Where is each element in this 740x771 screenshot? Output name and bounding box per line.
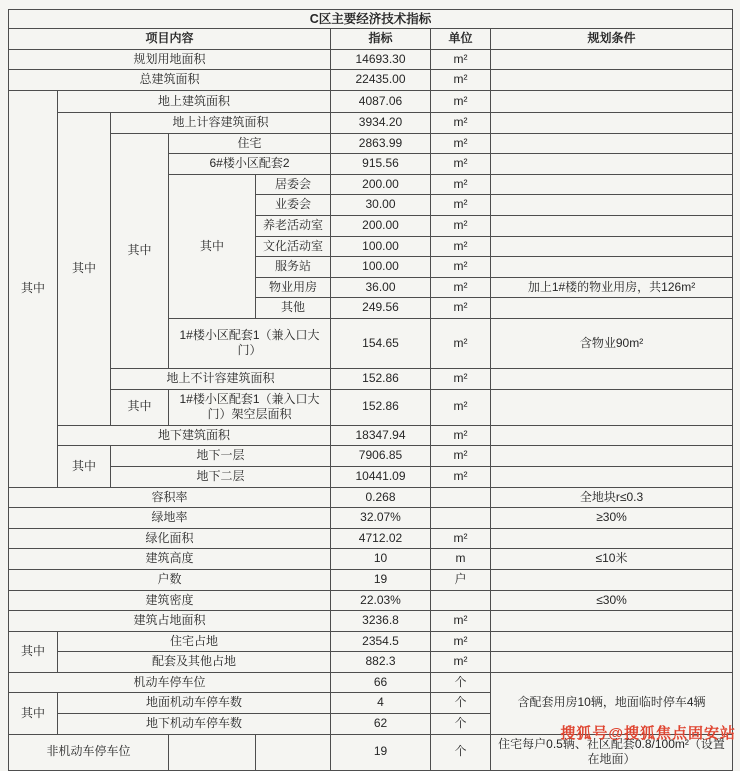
height-label: 建筑高度 [9, 549, 331, 570]
support-fp-label: 配套及其他占地 [58, 652, 331, 673]
support-fp-unit: m² [431, 652, 491, 673]
resi-fp-value: 2354.5 [331, 631, 431, 652]
under1-label: 地下一层 [111, 446, 331, 467]
watermark: 搜狐号@搜狐焦点固安站 [560, 725, 736, 742]
households-cond [491, 569, 733, 590]
b1-label: 1#楼小区配套1（兼入口大门） [169, 318, 331, 368]
non-motor-spacer-2 [256, 734, 331, 770]
among-col1-footprint: 其中 [9, 631, 58, 672]
height-value: 10 [331, 549, 431, 570]
green-area-value: 4712.02 [331, 528, 431, 549]
table-title: C区主要经济技术指标 [9, 10, 733, 29]
jiakong-cond [491, 389, 733, 425]
green-area-cond [491, 528, 733, 549]
under2-cond [491, 466, 733, 487]
under1-cond [491, 446, 733, 467]
among-col3-uncounted: 其中 [111, 389, 169, 425]
under1-value: 7906.85 [331, 446, 431, 467]
plot-ratio-value: 0.268 [331, 487, 431, 508]
land-cond [491, 49, 733, 70]
footprint-unit: m² [431, 611, 491, 632]
land-value: 14693.30 [331, 49, 431, 70]
footprint-value: 3236.8 [331, 611, 431, 632]
wenhua-value: 100.00 [331, 236, 431, 257]
indicators-table [8, 9, 733, 771]
resi-fp-label: 住宅占地 [58, 631, 331, 652]
header-unit: 单位 [431, 29, 491, 50]
above-counted-cond [491, 113, 733, 134]
b6-label: 6#楼小区配套2 [169, 154, 331, 175]
total-label: 总建筑面积 [9, 70, 331, 91]
above-unit: m² [431, 91, 491, 113]
among-col3-counted: 其中 [111, 133, 169, 368]
yanglao-value: 200.00 [331, 216, 431, 237]
green-ratio-value: 32.07% [331, 508, 431, 529]
yewei-cond [491, 195, 733, 216]
plot-ratio-unit [431, 487, 491, 508]
wenhua-unit: m² [431, 236, 491, 257]
b1-unit: m² [431, 318, 491, 368]
b6-unit: m² [431, 154, 491, 175]
above-cond [491, 91, 733, 113]
yewei-label: 业委会 [256, 195, 331, 216]
header-project: 项目内容 [9, 29, 331, 50]
yanglao-unit: m² [431, 216, 491, 237]
land-label: 规划用地面积 [9, 49, 331, 70]
under-unit: m² [431, 425, 491, 446]
plot-ratio-label: 容积率 [9, 487, 331, 508]
above-value: 4087.06 [331, 91, 431, 113]
wuye-unit: m² [431, 277, 491, 298]
motor-label: 机动车停车位 [9, 672, 331, 693]
support-fp-value: 882.3 [331, 652, 431, 673]
footprint-label: 建筑占地面积 [9, 611, 331, 632]
wenhua-label: 文化活动室 [256, 236, 331, 257]
juwei-cond [491, 174, 733, 195]
juwei-label: 居委会 [256, 174, 331, 195]
resi-cond [491, 133, 733, 154]
under2-value: 10441.09 [331, 466, 431, 487]
yewei-value: 30.00 [331, 195, 431, 216]
wenhua-cond [491, 236, 733, 257]
b1-cond: 含物业90m² [491, 318, 733, 368]
under-motor-unit: 个 [431, 714, 491, 735]
fuwu-unit: m² [431, 257, 491, 278]
fuwu-value: 100.00 [331, 257, 431, 278]
resi-label: 住宅 [169, 133, 331, 154]
above-counted-label: 地上计容建筑面积 [111, 113, 331, 134]
among-col4-b6: 其中 [169, 174, 256, 318]
resi-fp-unit: m² [431, 631, 491, 652]
juwei-unit: m² [431, 174, 491, 195]
resi-unit: m² [431, 133, 491, 154]
wuye-value: 36.00 [331, 277, 431, 298]
header-indicator: 指标 [331, 29, 431, 50]
households-value: 19 [331, 569, 431, 590]
under-label: 地下建筑面积 [58, 425, 331, 446]
b6-cond [491, 154, 733, 175]
green-ratio-label: 绿地率 [9, 508, 331, 529]
non-motor-spacer-1 [169, 734, 256, 770]
motor-cond: 含配套用房10辆，地面临时停车4辆 [491, 672, 733, 734]
motor-value: 66 [331, 672, 431, 693]
above-uncounted-unit: m² [431, 368, 491, 389]
households-label: 户数 [9, 569, 331, 590]
b1-value: 154.65 [331, 318, 431, 368]
density-value: 22.03% [331, 590, 431, 611]
under2-label: 地下二层 [111, 466, 331, 487]
under2-unit: m² [431, 466, 491, 487]
under-value: 18347.94 [331, 425, 431, 446]
yanglao-label: 养老活动室 [256, 216, 331, 237]
green-ratio-cond: ≥30% [491, 508, 733, 529]
density-unit [431, 590, 491, 611]
green-area-label: 绿化面积 [9, 528, 331, 549]
header-condition: 规划条件 [491, 29, 733, 50]
plot-ratio-cond: 全地块r≤0.3 [491, 487, 733, 508]
fuwu-label: 服务站 [256, 257, 331, 278]
ground-motor-label: 地面机动车停车数 [58, 693, 331, 714]
above-uncounted-label: 地上不计容建筑面积 [111, 368, 331, 389]
jiakong-unit: m² [431, 389, 491, 425]
under-motor-label: 地下机动车停车数 [58, 714, 331, 735]
b6-value: 915.56 [331, 154, 431, 175]
among-col1-building: 其中 [9, 91, 58, 488]
among-col2-under: 其中 [58, 446, 111, 487]
yewei-unit: m² [431, 195, 491, 216]
above-uncounted-value: 152.86 [331, 368, 431, 389]
height-unit: m [431, 549, 491, 570]
juwei-value: 200.00 [331, 174, 431, 195]
wuye-label: 物业用房 [256, 277, 331, 298]
resi-fp-cond [491, 631, 733, 652]
non-motor-cond: 住宅每户0.5辆、社区配套0.8/100m²（设置在地面） [491, 734, 733, 770]
among-col1-parking: 其中 [9, 693, 58, 734]
land-unit: m² [431, 49, 491, 70]
above-counted-value: 3934.20 [331, 113, 431, 134]
jiakong-label: 1#楼小区配套1（兼入口大门）架空层面积 [169, 389, 331, 425]
wuye-cond: 加上1#楼的物业用房，共126m² [491, 277, 733, 298]
yanglao-cond [491, 216, 733, 237]
total-unit: m² [431, 70, 491, 91]
qita-unit: m² [431, 298, 491, 319]
ground-motor-value: 4 [331, 693, 431, 714]
among-col2-above: 其中 [58, 113, 111, 426]
resi-value: 2863.99 [331, 133, 431, 154]
support-fp-cond [491, 652, 733, 673]
total-value: 22435.00 [331, 70, 431, 91]
green-area-unit: m² [431, 528, 491, 549]
qita-value: 249.56 [331, 298, 431, 319]
under-motor-value: 62 [331, 714, 431, 735]
above-uncounted-cond [491, 368, 733, 389]
fuwu-cond [491, 257, 733, 278]
jiakong-value: 152.86 [331, 389, 431, 425]
non-motor-label: 非机动车停车位 [9, 734, 169, 770]
footprint-cond [491, 611, 733, 632]
density-cond: ≤30% [491, 590, 733, 611]
above-label: 地上建筑面积 [58, 91, 331, 113]
under1-unit: m² [431, 446, 491, 467]
green-ratio-unit [431, 508, 491, 529]
under-cond [491, 425, 733, 446]
total-cond [491, 70, 733, 91]
density-label: 建筑密度 [9, 590, 331, 611]
above-counted-unit: m² [431, 113, 491, 134]
households-unit: 户 [431, 569, 491, 590]
qita-label: 其他 [256, 298, 331, 319]
ground-motor-unit: 个 [431, 693, 491, 714]
non-motor-value: 19 [331, 734, 431, 770]
non-motor-unit: 个 [431, 734, 491, 770]
qita-cond [491, 298, 733, 319]
height-cond: ≤10米 [491, 549, 733, 570]
motor-unit: 个 [431, 672, 491, 693]
